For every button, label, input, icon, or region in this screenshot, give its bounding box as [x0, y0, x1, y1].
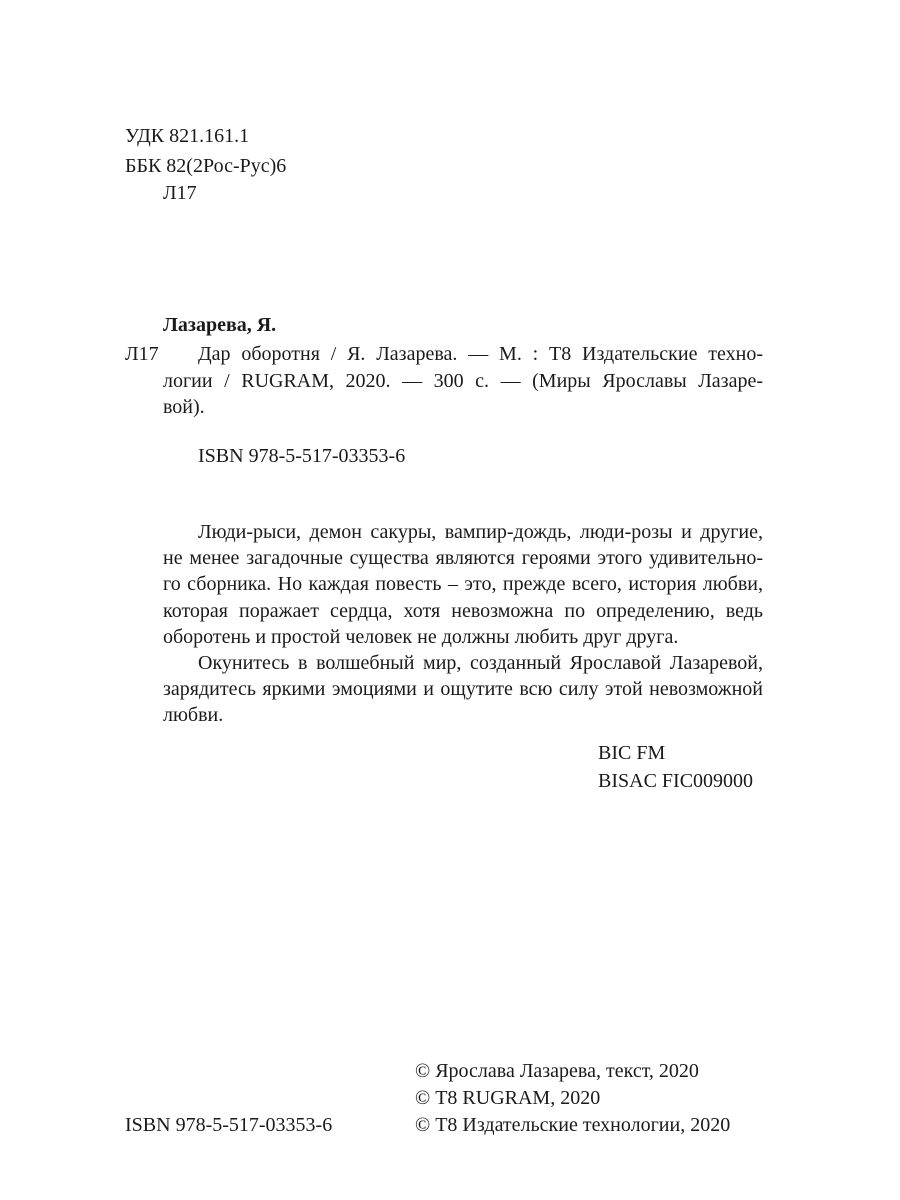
copyright-line: © Ярослава Лазарева, текст, 2020	[415, 1060, 699, 1082]
bic-code: BIC FM	[598, 742, 666, 764]
annotation-line: го сборника. Но каждая повесть – это, прежде всего, история любви,	[163, 573, 763, 596]
author-heading: Лазарева, Я.	[163, 314, 277, 336]
description-line: логии / RUGRAM, 2020. — 300 с. — (Миры Ярославы Лазаре-	[163, 369, 763, 392]
record-mark: Л17	[125, 343, 159, 365]
description-line: Дар оборотня / Я. Лазарева. — М. : Т8 Издательские техно-	[198, 343, 763, 365]
author-mark: Л17	[163, 182, 197, 204]
copyright-line: © Т8 RUGRAM, 2020	[415, 1087, 601, 1109]
bbk-code: ББК 82(2Рос-Рус)6	[125, 155, 287, 177]
bisac-code: BISAC FIC009000	[598, 770, 754, 792]
annotation-line: не менее загадочные существа являются героями этого удивительно-	[163, 547, 763, 570]
bibliographic-description	[163, 341, 763, 421]
annotation-line: оборотень и простой человек не должны любить друг друга.	[163, 625, 679, 648]
copyright-line: © Т8 Издательские технологии, 2020	[415, 1114, 731, 1136]
annotation-line: любви.	[163, 704, 224, 727]
annotation-line: которая поражает сердца, хотя невозможна по определению, ведь	[163, 599, 763, 622]
annotation-line: Люди-рыси, демон сакуры, вампир-дождь, люди-розы и другие,	[198, 521, 763, 543]
annotation-paragraph-1	[163, 519, 763, 650]
annotation-line: зарядитесь яркими эмоциями и ощутите всю силу этой невозможной	[163, 678, 763, 701]
record-isbn: ISBN 978-5-517-03353-6	[198, 445, 406, 467]
description-line: вой).	[163, 396, 205, 418]
annotation-line: Окунитесь в волшебный мир, созданный Ярославой Лазаревой,	[198, 652, 763, 674]
annotation-paragraph-2	[163, 650, 763, 729]
udk-code: УДК 821.161.1	[125, 125, 250, 147]
footer-isbn: ISBN 978-5-517-03353-6	[125, 1114, 333, 1136]
